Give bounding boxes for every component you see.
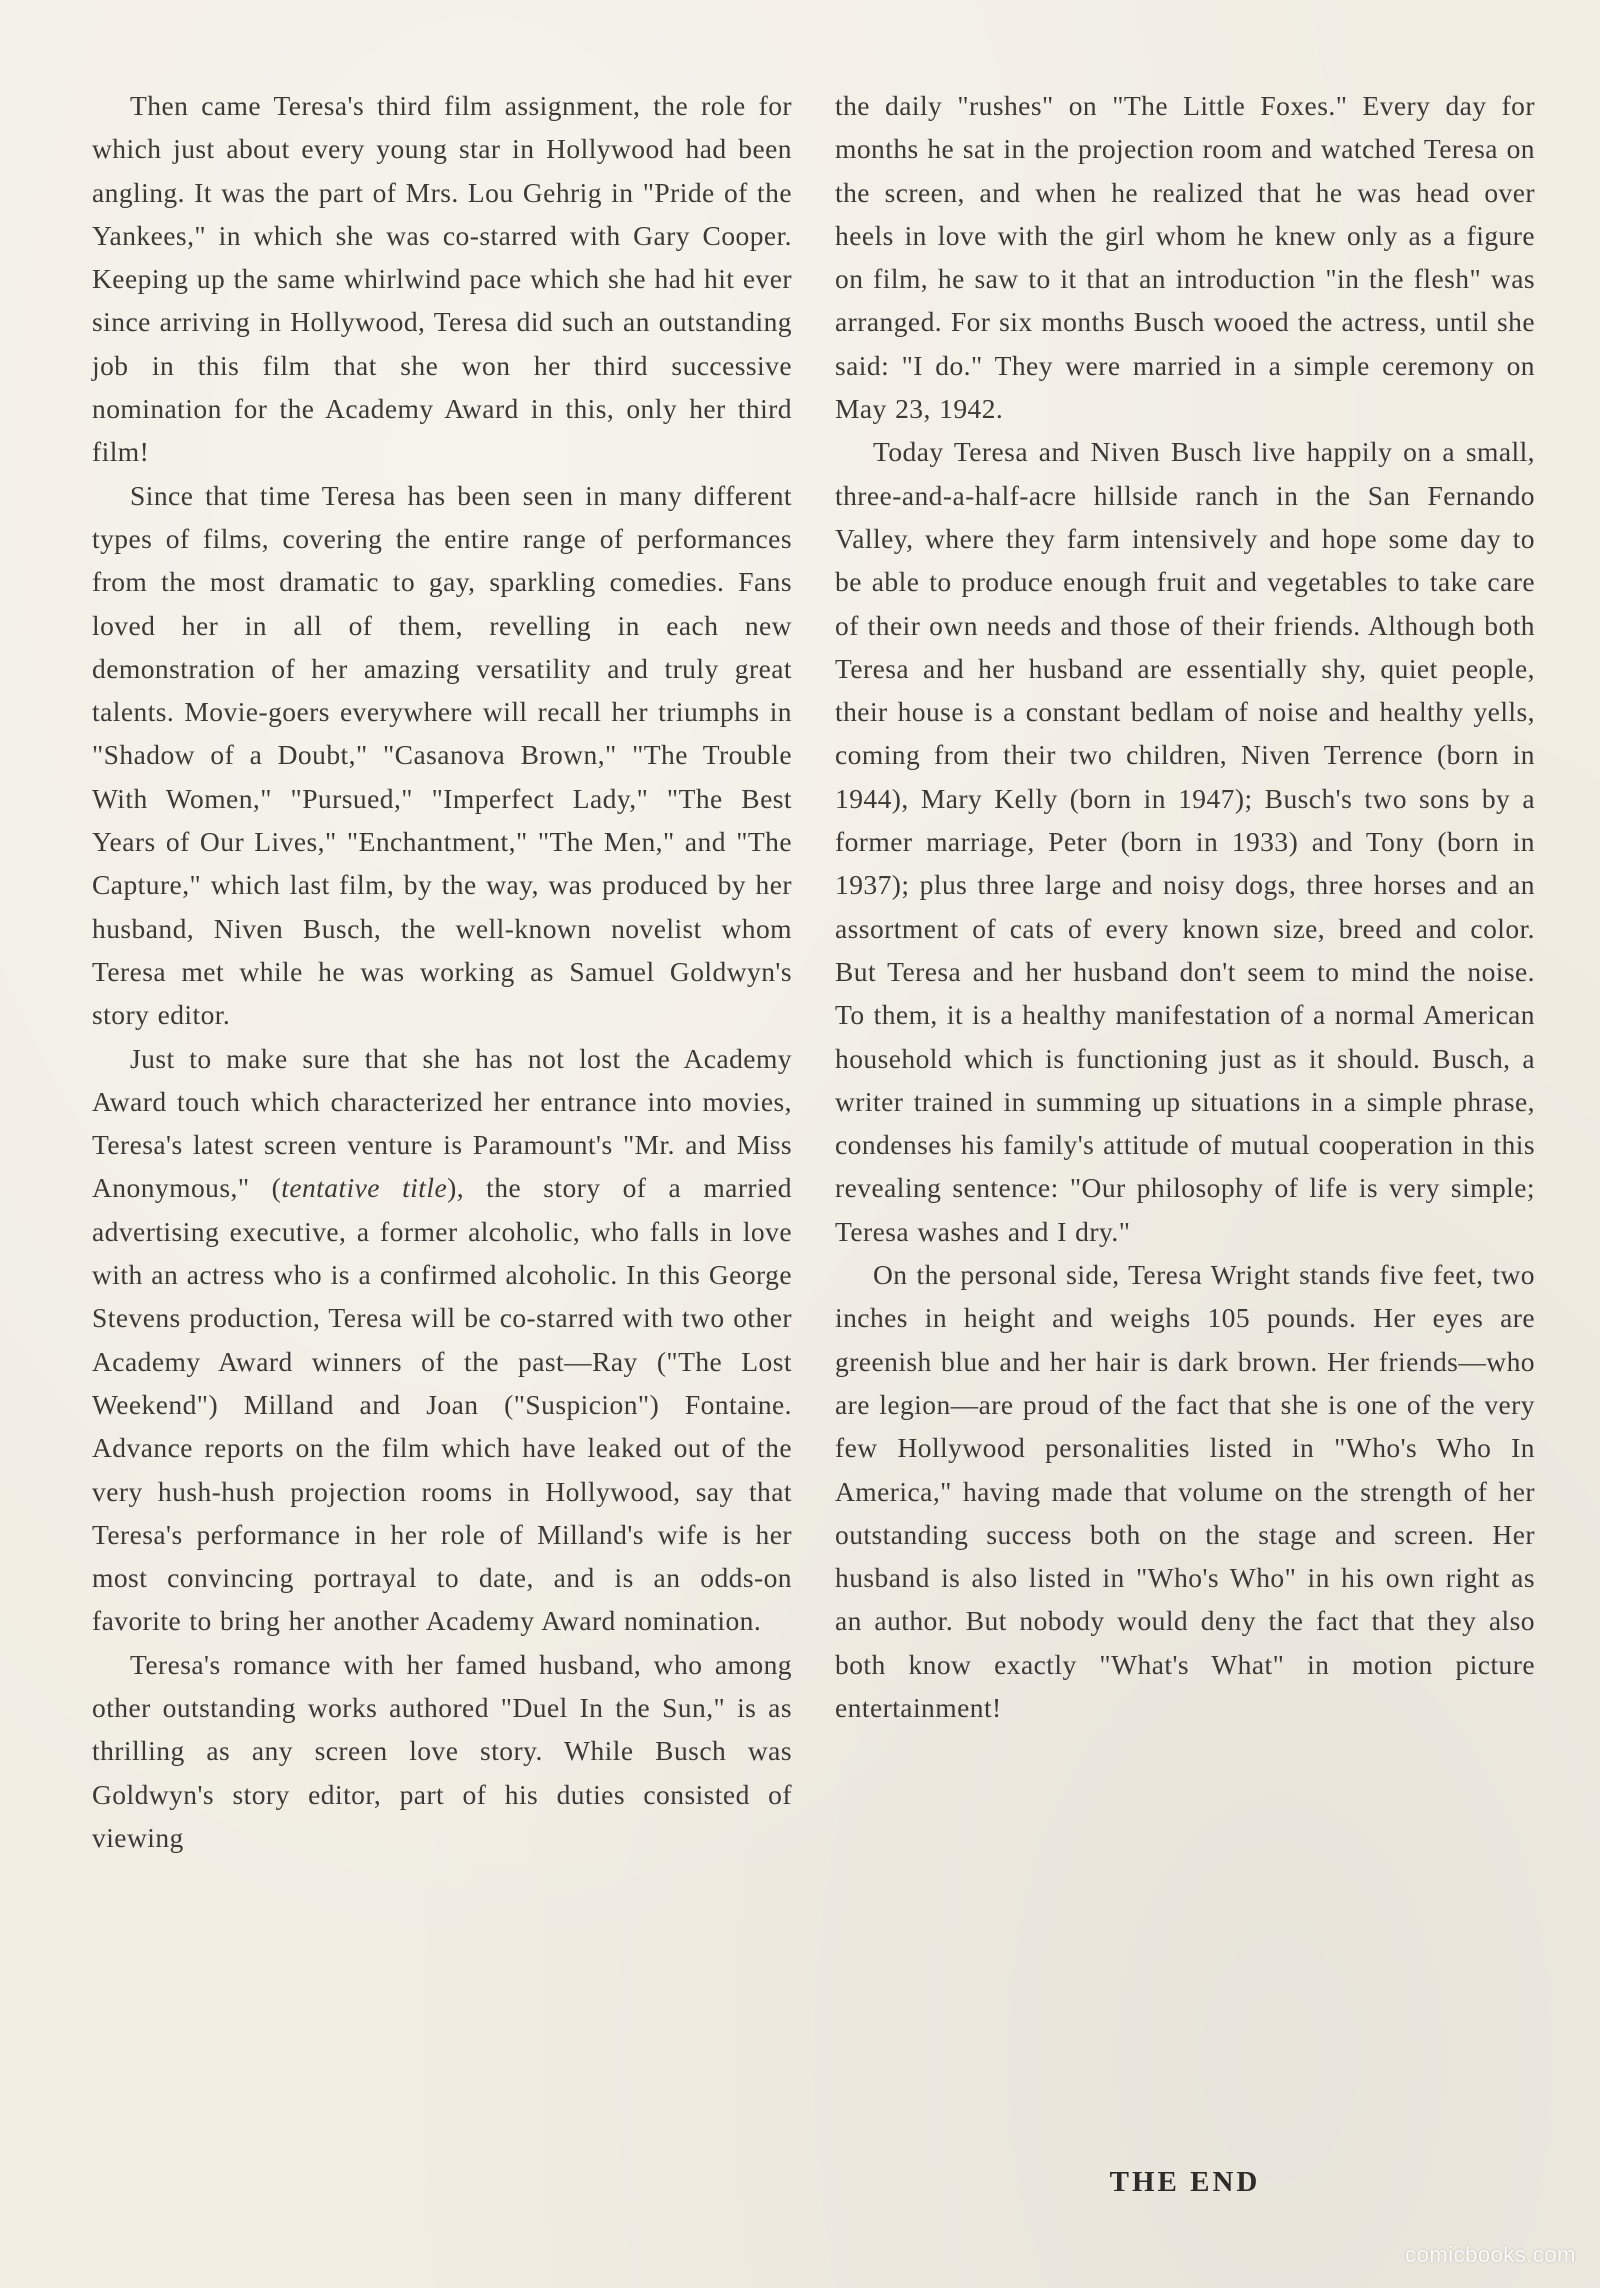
paragraph: Since that time Teresa has been seen in many different types of films, covering the entire range of performances from the most dramatic to gay, sparkling comedies. Fans loved her in all of them, revelling in each new demonstration of her amazing versatility and truly great talents. Movie-goers everywhere will recall her triumphs in "Shadow of a Doubt," "Casanova Brown," "The Trouble With Women," "Pursued," "Imperfect Lady," "The Best Years of Our Lives," "Enchantment," "The Men," and "The Capture," which last film, by the way, was produced by her husband, Niven Busch, the well-known novelist whom Teresa met while he was working as Samuel Goldwyn's story editor. <box>92 479 792 1031</box>
watermark: comicbooks.com <box>1405 2242 1576 2267</box>
paragraph: Just to make sure that she has not lost the Academy Award touch which characterized her entrance into movies, Teresa's latest screen venture is Paramount's "Mr. and Miss Anonymous," (tentative title), the story of a married advertising executive, a former alcoholic, who falls in love with an actress who is a confirmed alcoholic. In this George Stevens production, Teresa will be co-starred with two other Academy Award winners of the past—Ray ("The Lost Weekend") Milland and Joan ("Suspicion") Fontaine. Advance reports on the film which have leaked out of the very hush-hush projection rooms in Hollywood, say that Teresa's performance in her role of Milland's wife is her most convincing portrayal to date, and is an odds-on favorite to bring her another Academy Award nomination. <box>92 1042 792 1637</box>
paragraph: the daily "rushes" on "The Little Foxes." Every day for months he sat in the projection room and watched Teresa on the screen, and when he realized that he was head over heels in love with the girl whom he knew only as a figure on film, he saw to it that an introduction "in the flesh" was arranged. For six months Busch wooed the actress, until she said: "I do." They were married in a simple ceremony on May 23, 1942. <box>835 90 1535 425</box>
right-column <box>835 84 1535 1729</box>
paragraph: Today Teresa and Niven Busch live happily on a small, three-and-a-half-acre hillside ranch in the San Fernando Valley, where they farm intensively and hope some day to be able to produce enough fruit and vegetables to take care of their own needs and those of their friends. Although both Teresa and her husband are essentially shy, quiet people, their house is a constant bedlam of noise and healthy yells, coming from their two children, Niven Terrence (born in 1944), Mary Kelly (born in 1947); Busch's two sons by a former marriage, Peter (born in 1933) and Tony (born in 1937); plus three large and noisy dogs, three horses and an assortment of cats of every known size, breed and color. But Teresa and her husband don't seem to mind the noise. To them, it is a healthy manifestation of a normal American household which is functioning just as it should. Busch, a writer trained in summing up situations in a simple phrase, condenses his family's attitude of mutual cooperation in this revealing sentence: "Our philosophy of life is very simple; Teresa washes and I dry." <box>835 436 1535 1247</box>
the-end-label: THE END <box>1109 2166 1261 2198</box>
paragraph: Then came Teresa's third film assignment, the role for which just about every young star in Hollywood had been angling. It was the part of Mrs. Lou Gehrig in "Pride of the Yankees," in which she was co-starred with Gary Cooper. Keeping up the same whirlwind pace which she had hit ever since arriving in Hollywood, Teresa did such an outstanding job in this film that she won her third successive nomination for the Academy Award in this, only her third film! <box>92 90 792 468</box>
left-column <box>92 84 792 1859</box>
paragraph: On the personal side, Teresa Wright stands five feet, two inches in height and weighs 105 pounds. Her eyes are greenish blue and her hair is dark brown. Her friends—who are legion—are proud of the fact that she is one of the very few Hollywood personalities listed in "Who's Who In America," having made that volume on the strength of her outstanding success both on the stage and screen. Her husband is also listed in "Who's Who" in his own right as an author. But nobody would deny the fact that they also both know exactly "What's What" in motion picture entertainment! <box>835 1259 1535 1723</box>
paragraph: Teresa's romance with her famed husband, who among other outstanding works authored "Duel In the Sun," is as thrilling as any screen love story. While Busch was Goldwyn's story editor, part of his duties consisted of viewing <box>92 1648 792 1853</box>
